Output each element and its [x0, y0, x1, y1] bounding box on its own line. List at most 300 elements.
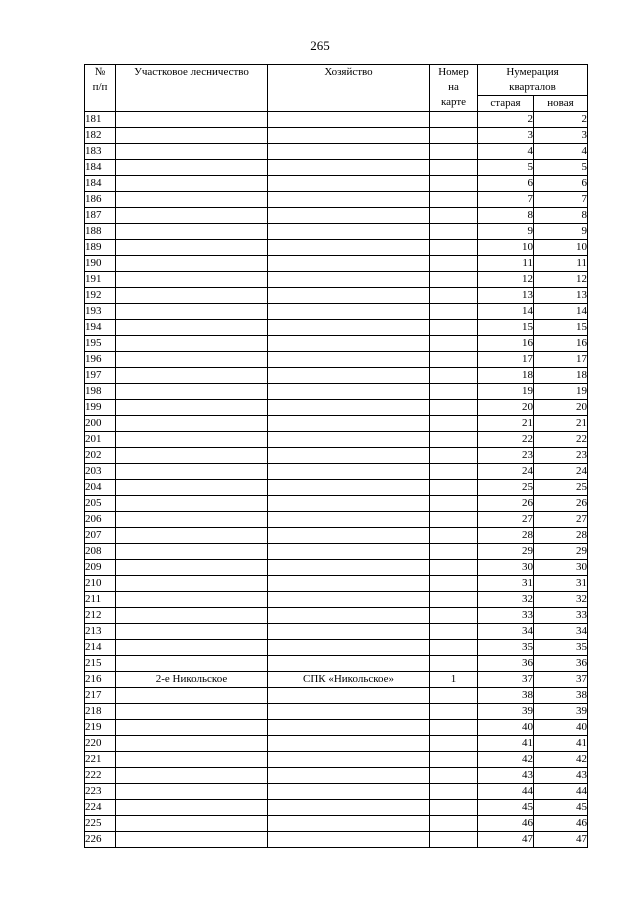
cell-number: 205: [85, 496, 116, 512]
cell-new-quarter: 4: [534, 144, 588, 160]
cell-map-number: [430, 144, 478, 160]
table-row: [85, 736, 588, 752]
cell-map-number: [430, 576, 478, 592]
cell-new-quarter: 27: [534, 512, 588, 528]
cell-map-number: [430, 528, 478, 544]
cell-forestry: [116, 160, 268, 176]
cell-new-quarter: 22: [534, 432, 588, 448]
cell-forestry: [116, 208, 268, 224]
table-row: [85, 160, 588, 176]
cell-map-number: [430, 192, 478, 208]
cell-farm: [268, 720, 430, 736]
cell-forestry: [116, 400, 268, 416]
cell-map-number: [430, 736, 478, 752]
table-row: [85, 256, 588, 272]
cell-old-quarter: 17: [478, 352, 534, 368]
cell-old-quarter: 35: [478, 640, 534, 656]
table-row: [85, 352, 588, 368]
cell-new-quarter: 38: [534, 688, 588, 704]
cell-forestry: [116, 240, 268, 256]
table-row: [85, 624, 588, 640]
cell-map-number: 1: [430, 672, 478, 688]
cell-number: 182: [85, 128, 116, 144]
cell-map-number: [430, 272, 478, 288]
table-row: [85, 464, 588, 480]
cell-number: 222: [85, 768, 116, 784]
cell-map-number: [430, 352, 478, 368]
cell-forestry: [116, 464, 268, 480]
cell-farm: [268, 112, 430, 128]
cell-forestry: [116, 352, 268, 368]
cell-new-quarter: 45: [534, 800, 588, 816]
cell-old-quarter: 40: [478, 720, 534, 736]
cell-old-quarter: 14: [478, 304, 534, 320]
cell-number: 224: [85, 800, 116, 816]
cell-old-quarter: 28: [478, 528, 534, 544]
cell-map-number: [430, 208, 478, 224]
cell-number: 194: [85, 320, 116, 336]
cell-old-quarter: 34: [478, 624, 534, 640]
cell-forestry: [116, 784, 268, 800]
cell-map-number: [430, 816, 478, 832]
header-number: № п/п: [85, 65, 116, 112]
cell-new-quarter: 2: [534, 112, 588, 128]
cell-old-quarter: 13: [478, 288, 534, 304]
cell-forestry: [116, 720, 268, 736]
cell-farm: [268, 688, 430, 704]
cell-old-quarter: 20: [478, 400, 534, 416]
table-row: [85, 304, 588, 320]
cell-forestry: [116, 656, 268, 672]
table-row: [85, 272, 588, 288]
cell-forestry: [116, 192, 268, 208]
cell-forestry: [116, 144, 268, 160]
cell-number: 188: [85, 224, 116, 240]
cell-new-quarter: 25: [534, 480, 588, 496]
table-row: [85, 784, 588, 800]
cell-forestry: [116, 256, 268, 272]
cell-new-quarter: 6: [534, 176, 588, 192]
header-forestry: Участковое лесничество: [116, 65, 268, 112]
cell-forestry: [116, 736, 268, 752]
table-header: [85, 65, 588, 112]
cell-new-quarter: 11: [534, 256, 588, 272]
cell-old-quarter: 21: [478, 416, 534, 432]
cell-new-quarter: 37: [534, 672, 588, 688]
cell-forestry: [116, 448, 268, 464]
cell-farm: [268, 768, 430, 784]
cell-new-quarter: 3: [534, 128, 588, 144]
cell-map-number: [430, 256, 478, 272]
cell-map-number: [430, 448, 478, 464]
cell-number: 217: [85, 688, 116, 704]
cell-farm: [268, 416, 430, 432]
cell-new-quarter: 23: [534, 448, 588, 464]
cell-old-quarter: 5: [478, 160, 534, 176]
cell-farm: [268, 240, 430, 256]
cell-old-quarter: 38: [478, 688, 534, 704]
cell-farm: [268, 704, 430, 720]
cell-forestry: [116, 816, 268, 832]
cell-forestry: [116, 624, 268, 640]
cell-old-quarter: 9: [478, 224, 534, 240]
table-row: [85, 752, 588, 768]
cell-old-quarter: 10: [478, 240, 534, 256]
cell-old-quarter: 32: [478, 592, 534, 608]
cell-map-number: [430, 768, 478, 784]
cell-new-quarter: 15: [534, 320, 588, 336]
cell-farm: [268, 624, 430, 640]
cell-new-quarter: 10: [534, 240, 588, 256]
cell-new-quarter: 26: [534, 496, 588, 512]
cell-old-quarter: 19: [478, 384, 534, 400]
table-row: [85, 480, 588, 496]
cell-old-quarter: 2: [478, 112, 534, 128]
cell-old-quarter: 31: [478, 576, 534, 592]
cell-map-number: [430, 480, 478, 496]
cell-old-quarter: 47: [478, 832, 534, 848]
cell-farm: [268, 320, 430, 336]
cell-farm: [268, 448, 430, 464]
cell-old-quarter: 30: [478, 560, 534, 576]
cell-number: 213: [85, 624, 116, 640]
header-old: старая: [478, 96, 534, 112]
cell-old-quarter: 3: [478, 128, 534, 144]
cell-farm: [268, 176, 430, 192]
cell-map-number: [430, 496, 478, 512]
cell-number: 187: [85, 208, 116, 224]
cell-farm: [268, 432, 430, 448]
cell-new-quarter: 8: [534, 208, 588, 224]
cell-farm: [268, 384, 430, 400]
cell-farm: [268, 496, 430, 512]
table-row: [85, 416, 588, 432]
cell-number: 183: [85, 144, 116, 160]
cell-map-number: [430, 128, 478, 144]
cell-old-quarter: 16: [478, 336, 534, 352]
cell-number: 220: [85, 736, 116, 752]
cell-farm: [268, 192, 430, 208]
cell-old-quarter: 33: [478, 608, 534, 624]
cell-forestry: [116, 368, 268, 384]
table-row: [85, 192, 588, 208]
cell-forestry: [116, 544, 268, 560]
cell-forestry: [116, 320, 268, 336]
cell-forestry: [116, 688, 268, 704]
cell-old-quarter: 39: [478, 704, 534, 720]
cell-number: 214: [85, 640, 116, 656]
table-row: [85, 688, 588, 704]
cell-forestry: [116, 112, 268, 128]
cell-number: 192: [85, 288, 116, 304]
cell-new-quarter: 33: [534, 608, 588, 624]
cell-old-quarter: 12: [478, 272, 534, 288]
cell-map-number: [430, 176, 478, 192]
table-row: [85, 704, 588, 720]
cell-number: 186: [85, 192, 116, 208]
cell-new-quarter: 41: [534, 736, 588, 752]
cell-map-number: [430, 384, 478, 400]
cell-farm: [268, 752, 430, 768]
cell-old-quarter: 37: [478, 672, 534, 688]
table-row: [85, 240, 588, 256]
cell-old-quarter: 24: [478, 464, 534, 480]
cell-farm: [268, 480, 430, 496]
cell-farm: [268, 144, 430, 160]
cell-farm: [268, 800, 430, 816]
cell-map-number: [430, 544, 478, 560]
cell-map-number: [430, 656, 478, 672]
header-map-number: Номер на карте: [430, 65, 478, 112]
cell-map-number: [430, 640, 478, 656]
table-row: [85, 400, 588, 416]
cell-farm: [268, 288, 430, 304]
cell-farm: [268, 656, 430, 672]
cell-old-quarter: 7: [478, 192, 534, 208]
cell-map-number: [430, 416, 478, 432]
cell-number: 215: [85, 656, 116, 672]
cell-farm: [268, 816, 430, 832]
cell-new-quarter: 29: [534, 544, 588, 560]
table-row: [85, 496, 588, 512]
cell-new-quarter: 47: [534, 832, 588, 848]
cell-number: 181: [85, 112, 116, 128]
table-row: [85, 512, 588, 528]
cell-new-quarter: 39: [534, 704, 588, 720]
table-row: [85, 592, 588, 608]
cell-farm: [268, 528, 430, 544]
table-row: [85, 832, 588, 848]
cell-map-number: [430, 160, 478, 176]
cell-forestry: 2-е Никольское: [116, 672, 268, 688]
cell-old-quarter: 36: [478, 656, 534, 672]
cell-map-number: [430, 112, 478, 128]
cell-new-quarter: 20: [534, 400, 588, 416]
cell-old-quarter: 22: [478, 432, 534, 448]
cell-number: 219: [85, 720, 116, 736]
table-row: [85, 816, 588, 832]
cell-new-quarter: 40: [534, 720, 588, 736]
cell-forestry: [116, 832, 268, 848]
cell-number: 218: [85, 704, 116, 720]
cell-farm: [268, 128, 430, 144]
cell-new-quarter: 44: [534, 784, 588, 800]
cell-farm: [268, 544, 430, 560]
cell-map-number: [430, 400, 478, 416]
cell-farm: [268, 368, 430, 384]
cell-map-number: [430, 336, 478, 352]
cell-farm: [268, 352, 430, 368]
cell-farm: [268, 304, 430, 320]
cell-forestry: [116, 304, 268, 320]
table-row: [85, 208, 588, 224]
cell-map-number: [430, 320, 478, 336]
cell-new-quarter: 42: [534, 752, 588, 768]
cell-forestry: [116, 272, 268, 288]
cell-old-quarter: 29: [478, 544, 534, 560]
cell-old-quarter: 41: [478, 736, 534, 752]
header-new: новая: [534, 96, 588, 112]
cell-forestry: [116, 512, 268, 528]
table-row: [85, 448, 588, 464]
cell-map-number: [430, 240, 478, 256]
cell-new-quarter: 32: [534, 592, 588, 608]
cell-old-quarter: 25: [478, 480, 534, 496]
cell-forestry: [116, 416, 268, 432]
table-row: [85, 320, 588, 336]
cell-new-quarter: 34: [534, 624, 588, 640]
cell-farm: [268, 736, 430, 752]
cell-forestry: [116, 288, 268, 304]
cell-map-number: [430, 464, 478, 480]
cell-new-quarter: 46: [534, 816, 588, 832]
header-farm: Хозяйство: [268, 65, 430, 112]
cell-map-number: [430, 800, 478, 816]
table-row: [85, 608, 588, 624]
cell-number: 225: [85, 816, 116, 832]
cell-number: 210: [85, 576, 116, 592]
cell-farm: [268, 640, 430, 656]
cell-forestry: [116, 704, 268, 720]
cell-number: 201: [85, 432, 116, 448]
table-row: [85, 560, 588, 576]
cell-farm: [268, 272, 430, 288]
table-row: [85, 368, 588, 384]
cell-new-quarter: 19: [534, 384, 588, 400]
cell-number: 199: [85, 400, 116, 416]
cell-forestry: [116, 336, 268, 352]
cell-old-quarter: 43: [478, 768, 534, 784]
cell-forestry: [116, 176, 268, 192]
cell-new-quarter: 35: [534, 640, 588, 656]
cell-farm: [268, 208, 430, 224]
table-row: [85, 288, 588, 304]
cell-old-quarter: 44: [478, 784, 534, 800]
cell-farm: [268, 512, 430, 528]
cell-new-quarter: 36: [534, 656, 588, 672]
table-row: [85, 336, 588, 352]
page-number: 265: [310, 38, 330, 53]
cell-old-quarter: 23: [478, 448, 534, 464]
cell-number: 211: [85, 592, 116, 608]
cell-new-quarter: 43: [534, 768, 588, 784]
cell-map-number: [430, 624, 478, 640]
cell-number: 184: [85, 176, 116, 192]
cell-forestry: [116, 496, 268, 512]
table-row: [85, 144, 588, 160]
cell-old-quarter: 46: [478, 816, 534, 832]
cell-old-quarter: 27: [478, 512, 534, 528]
cell-map-number: [430, 432, 478, 448]
cell-number: 198: [85, 384, 116, 400]
cell-farm: [268, 464, 430, 480]
cell-number: 196: [85, 352, 116, 368]
cell-new-quarter: 7: [534, 192, 588, 208]
cell-old-quarter: 18: [478, 368, 534, 384]
cell-map-number: [430, 704, 478, 720]
cell-map-number: [430, 784, 478, 800]
table-row: [85, 544, 588, 560]
cell-map-number: [430, 288, 478, 304]
cell-new-quarter: 9: [534, 224, 588, 240]
cell-map-number: [430, 560, 478, 576]
cell-number: 226: [85, 832, 116, 848]
cell-new-quarter: 18: [534, 368, 588, 384]
cell-number: 191: [85, 272, 116, 288]
table-row: [85, 432, 588, 448]
cell-new-quarter: 5: [534, 160, 588, 176]
table-row: [85, 128, 588, 144]
cell-number: 216: [85, 672, 116, 688]
cell-new-quarter: 12: [534, 272, 588, 288]
cell-number: 204: [85, 480, 116, 496]
cell-map-number: [430, 512, 478, 528]
cell-farm: [268, 336, 430, 352]
cell-forestry: [116, 432, 268, 448]
cell-number: 223: [85, 784, 116, 800]
cell-number: 208: [85, 544, 116, 560]
table-row: [85, 112, 588, 128]
cell-new-quarter: 14: [534, 304, 588, 320]
cell-forestry: [116, 528, 268, 544]
cell-old-quarter: 11: [478, 256, 534, 272]
cell-number: 184: [85, 160, 116, 176]
cell-old-quarter: 6: [478, 176, 534, 192]
table-row: [85, 800, 588, 816]
cell-new-quarter: 17: [534, 352, 588, 368]
cell-forestry: [116, 800, 268, 816]
cell-number: 193: [85, 304, 116, 320]
cell-map-number: [430, 832, 478, 848]
cell-number: 207: [85, 528, 116, 544]
table-row: [85, 528, 588, 544]
cell-old-quarter: 15: [478, 320, 534, 336]
cell-farm: [268, 224, 430, 240]
cell-number: 202: [85, 448, 116, 464]
cell-forestry: [116, 560, 268, 576]
cell-farm: [268, 592, 430, 608]
cell-map-number: [430, 304, 478, 320]
table-row: [85, 384, 588, 400]
forest-quarters-table: [84, 64, 588, 848]
cell-old-quarter: 4: [478, 144, 534, 160]
cell-farm: [268, 832, 430, 848]
cell-forestry: [116, 608, 268, 624]
cell-forestry: [116, 480, 268, 496]
table-row: [85, 656, 588, 672]
cell-map-number: [430, 752, 478, 768]
cell-new-quarter: 30: [534, 560, 588, 576]
table-row: [85, 720, 588, 736]
cell-forestry: [116, 640, 268, 656]
cell-old-quarter: 42: [478, 752, 534, 768]
table-body: [85, 112, 588, 848]
cell-number: 200: [85, 416, 116, 432]
cell-new-quarter: 31: [534, 576, 588, 592]
cell-number: 203: [85, 464, 116, 480]
cell-map-number: [430, 368, 478, 384]
cell-farm: [268, 608, 430, 624]
cell-forestry: [116, 576, 268, 592]
cell-forestry: [116, 592, 268, 608]
cell-farm: [268, 784, 430, 800]
cell-farm: СПК «Никольское»: [268, 672, 430, 688]
cell-new-quarter: 13: [534, 288, 588, 304]
cell-new-quarter: 21: [534, 416, 588, 432]
cell-map-number: [430, 224, 478, 240]
cell-map-number: [430, 688, 478, 704]
cell-number: 190: [85, 256, 116, 272]
